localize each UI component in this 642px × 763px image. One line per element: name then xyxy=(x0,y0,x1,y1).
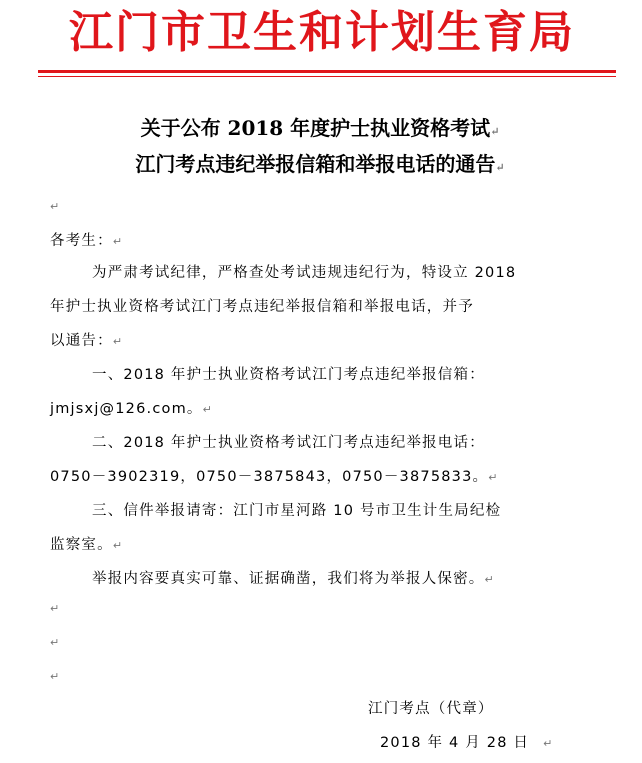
item-1-email: jmjsxj@126.com。↵ xyxy=(50,401,212,417)
date: 2018 年 4 月 28 日 ↵ xyxy=(380,735,553,751)
item-2-phones: 0750－3902319，0750－3875843，0750－3875833。↵ xyxy=(50,469,498,485)
paragraph-line: 年护士执业资格考试江门考点违纪举报信箱和举报电话，并予 xyxy=(50,299,474,315)
paragraph-mark: ↵ xyxy=(50,670,60,683)
letterhead-title: 江门市卫生和计划生育局 xyxy=(69,7,575,58)
paragraph-line: 为严肃考试纪律，严格查处考试违规违纪行为，特设立 2018 xyxy=(92,265,517,281)
paragraph-mark: ↵ xyxy=(50,602,60,615)
item-3-line1: 三、信件举报请寄：江门市星河路 10 号市卫生计生局纪检 xyxy=(92,503,502,519)
notice-title-line1: 关于公布 2018 年度护士执业资格考试↵ xyxy=(140,116,500,140)
letterhead-rule-thin xyxy=(38,76,616,77)
paragraph-line: 以通告：↵ xyxy=(50,333,123,349)
signature: 江门考点（代章） xyxy=(368,701,494,717)
paragraph-mark: ↵ xyxy=(50,200,60,213)
paragraph-mark: ↵ xyxy=(50,636,60,649)
letterhead-rule-thick xyxy=(38,70,616,73)
item-1-line1: 一、2018 年护士执业资格考试江门考点违纪举报信箱： xyxy=(92,367,485,383)
salutation: 各考生：↵ xyxy=(50,233,123,249)
closing-statement: 举报内容要真实可靠、证据确凿，我们将为举报人保密。↵ xyxy=(92,571,494,587)
item-3-line2: 监察室。↵ xyxy=(50,537,123,553)
item-2-line1: 二、2018 年护士执业资格考试江门考点违纪举报电话： xyxy=(92,435,485,451)
notice-title-line2: 江门考点违纪举报信箱和举报电话的通告↵ xyxy=(135,152,505,176)
